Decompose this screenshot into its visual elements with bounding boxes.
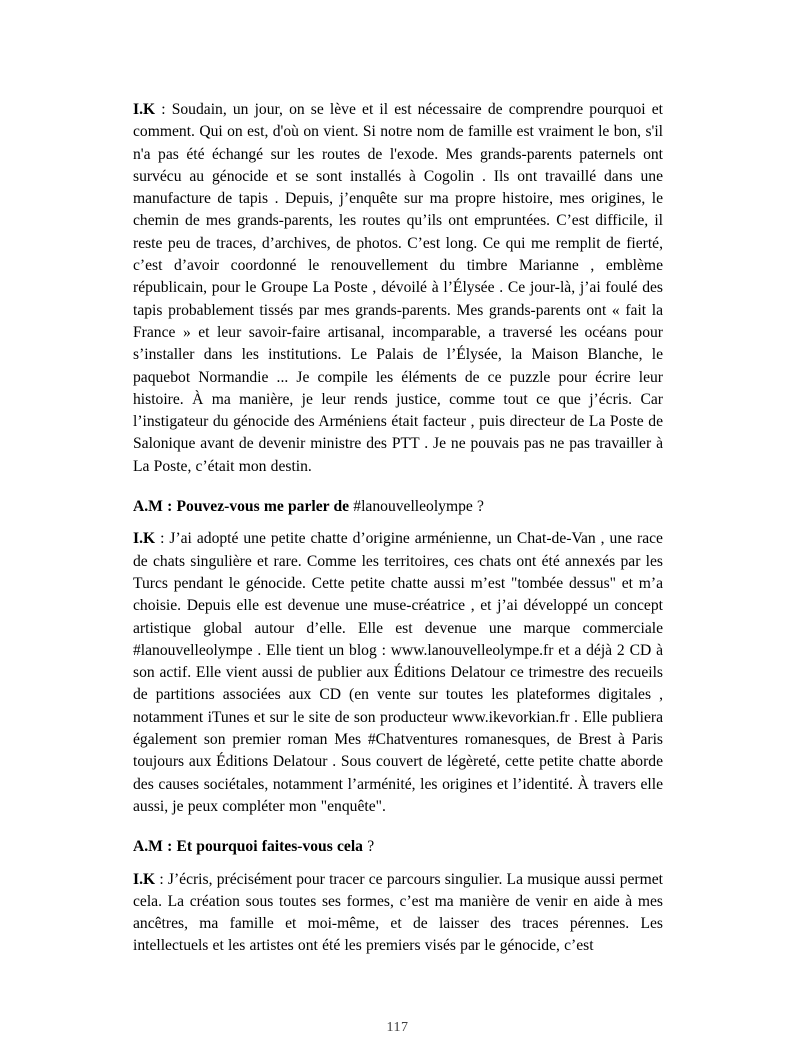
question-bold-2: A.M : Et pourquoi faites-vous cela (133, 838, 368, 856)
interview-answer-1 (133, 99, 663, 478)
page-content (133, 99, 663, 976)
question-rest-1: #lanouvelleolympe ? (353, 498, 484, 516)
answer-text-2: J’ai adopté une petite chatte d’origine arménienne, un Chat-de-Van , une race de chats singulière et rare. Comme les territoires, ces chats ont été annexés par les Turcs pendant le génocide. Cette petite chatte aussi m’est "tombée dessus" et m’a choisie. Depuis elle est devenue une muse-créatrice , et j’ai développé un concept artistique global autour d’elle. Elle est devenue une marque commerciale #lanouvelleolympe . Elle tient un blog : www.lanouvelleolympe.fr et a déjà 2 CD à son actif. Elle vient aussi de publier aux Éditions Delatour ce trimestre des recueils de partitions associées aux CD (en vente sur toutes les plateformes digitales , notamment iTunes et sur le site de son producteur www.ikevorkian.fr . Elle publiera également son premier roman Mes #Chatventures romanesques, de Brest à Paris toujours aux Éditions Delatour . Sous couvert de légèreté, cette petite chatte aborde des causes sociétales, notamment l’arménité, les origines et l’identité. À travers elle aussi, je peux compléter mon "enquête". (133, 530, 663, 815)
speaker-label-ik-2: I.K (133, 530, 156, 548)
answer-text-1: Soudain, un jour, on se lève et il est nécessaire de comprendre pourquoi et comment. Qui on est, d'où on vient. Si notre nom de famille est vraiment le bon, s'il n'a pas été échangé sur les routes de l'exode. Mes grands-parents paternels ont survécu au génocide et se sont installés à Cogolin . Ils ont travaillé dans une manufacture de tapis . Depuis, j’enquête sur ma propre histoire, mes origines, le chemin de mes grands-parents, les routes qu’ils ont empruntées. C’est difficile, il reste peu de traces, d’archives, de photos. C’est long. Ce qui me remplit de fierté, c’est d’avoir coordonné le renouvellement du timbre Marianne , emblème républicain, pour le Groupe La Poste , dévoilé à l’Élysée . Ce jour-là, j’ai foulé des tapis probablement tissés par mes grands-parents. Mes grands-parents ont « fait la France » et leur savoir-faire artisanal, incomparable, a traversé les océans pour s’installer dans les institutions. Le Palais de l’Élysée, la Maison Blanche, le paquebot Normandie ... Je compile les éléments de ce puzzle pour écrire leur histoire. À ma manière, je leur rends justice, comme tout ce que j’écris. Car l’instigateur du génocide des Arméniens était facteur , puis directeur de La Poste de Salonique avant de devenir ministre des PTT . Je ne pouvais pas ne pas travailler à La Poste, c’était mon destin. (133, 101, 663, 475)
speaker-separator-1: : (155, 101, 172, 118)
interview-question-1 (133, 496, 663, 518)
page-number: 117 (386, 1020, 409, 1035)
interview-answer-3 (133, 869, 663, 958)
speaker-separator-3: : (155, 870, 168, 888)
answer-text-3: J’écris, précisément pour tracer ce parcours singulier. La musique aussi permet cela. La création sous toutes ses formes, c’est ma manière de venir en aide à mes ancêtres, ma famille et moi-même, et de laisser des traces pérennes. Les intellectuels et les artistes ont été les premiers visés par le génocide, c’est (133, 870, 663, 955)
question-rest-2: ? (367, 838, 375, 856)
speaker-label-ik-1: I.K (133, 101, 156, 118)
question-bold-1: A.M : Pouvez-vous me parler de (133, 498, 354, 516)
interview-question-2 (133, 836, 663, 858)
interview-answer-2 (133, 528, 663, 818)
speaker-label-ik-3: I.K (133, 870, 156, 888)
speaker-separator-2: : (155, 530, 170, 548)
